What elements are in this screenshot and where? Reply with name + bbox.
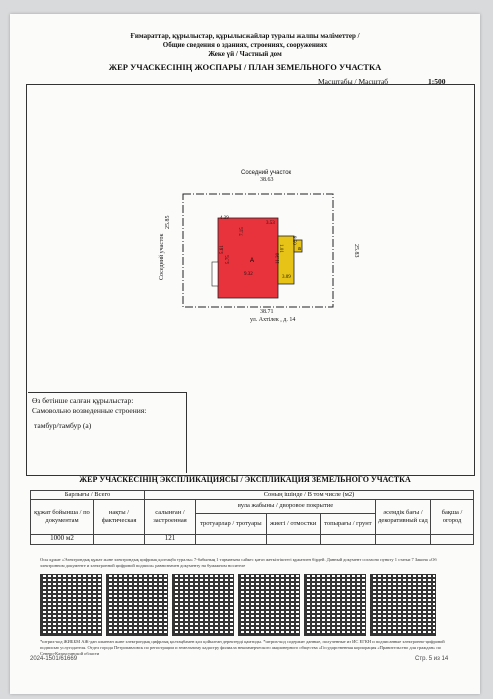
val-built: 121	[145, 534, 196, 544]
header-line-3: Жеке үй / Частный дом	[208, 50, 282, 58]
dim-d10: 11.30	[276, 252, 281, 264]
val-empty-4	[376, 534, 431, 544]
dim-d8: 8.50	[291, 236, 296, 245]
dim-d6: 3.09	[282, 275, 291, 280]
col-garden: әсемдік бағы / декоративный сад	[376, 499, 431, 534]
col-blind: жиегі / отмостки	[266, 513, 320, 534]
dim-d2: 3.53	[266, 221, 275, 226]
header-line-1: Ғимараттар, құрылыстар, құрылысжайлар туралы жалпы мәліметтер /	[130, 32, 360, 40]
header-line-2: Общие сведения о зданиях, строениях, сооружениях	[162, 41, 328, 49]
scale-label: Масштабы / Масштаб	[318, 77, 389, 86]
val-empty-1	[196, 534, 267, 544]
col-sidewalk: тротуарлар / тротуары	[196, 513, 267, 534]
porch-footprint	[212, 262, 218, 286]
dim-top: 38.63	[260, 177, 274, 183]
col-yard: вула жабыны / дворовое покрытие	[196, 499, 376, 513]
dim-right: 25.83	[353, 244, 359, 258]
explication-table	[30, 490, 474, 545]
dim-d4: 5.61	[220, 245, 225, 254]
val-actual	[94, 534, 145, 544]
col-actual: нақты / фактическая	[94, 499, 145, 534]
val-empty-5	[431, 534, 474, 544]
scale-value: 1:500	[428, 77, 446, 86]
col-soil: топырағы / грунт	[320, 513, 375, 534]
col-vegetable: бақша / огород	[431, 499, 474, 534]
dim-d3: 9.32	[244, 272, 253, 277]
notice-text: Осы құжат «Электрондық құжат және электрондық цифрлық қолтаңба туралы» 7-бабының 1 тармағына сәйкес қағаз жеткізгіштегі құжатпен бірдей. Данный документ согласно пункту 1 статьи 7 Закона «Об электронном документе и электронной цифровой подписи» равнозначен документу на бумажном носителе	[40, 557, 437, 568]
col-doc: құжат бойынша / по документам	[31, 499, 94, 534]
neighbor-top-label: Соседний участок	[241, 170, 292, 176]
barcode-6	[370, 574, 436, 636]
document-number: 2024-1501/61669	[30, 656, 78, 662]
barcode-3	[172, 574, 234, 636]
barcode-1	[40, 574, 102, 636]
barcode-4	[238, 574, 300, 636]
dim-left: 25.85	[165, 215, 171, 229]
document-page	[10, 14, 480, 694]
footnote-text: *штрих-код ЖИББМ АЖ-дан алынған және электрондық цифрлық қолтаңбамен қол қойылған деректерді қамтиды. *штрих-код содержит данные, полученные из ИС ЕГКН и подписанные электронно-цифровой подписью услугодателя. Отдел города Петропавловск по регистрации и земельному кадастру филиала некоммерческого акционерного общества «Государственная корпорация «Правительство для граждан» по Северо-Казахстанской области	[40, 639, 445, 656]
self-built-item: тамбур/тамбур (а)	[34, 421, 92, 430]
house-label: А	[250, 258, 255, 264]
vestibule-label: а	[298, 246, 301, 252]
dim-d1: 4.39	[220, 216, 229, 221]
col-incl: Соның ішінде / В том числе (м2)	[145, 491, 474, 500]
self-built-heading-ru: Самовольно возведенные строения:	[32, 406, 147, 415]
barcode-5	[304, 574, 366, 636]
val-empty-3	[320, 534, 375, 544]
page-number: Стр. 5 из 14	[415, 656, 449, 662]
col-total: Барлығы / Всего	[31, 491, 145, 500]
dim-d7: 1.01	[278, 244, 283, 253]
val-empty-2	[266, 534, 320, 544]
page-title: ЖЕР УЧАСКЕСІНІҢ ЖОСПАРЫ / ПЛАН ЗЕМЕЛЬНОГО УЧАСТКА	[108, 62, 382, 72]
dim-d5: 5.75	[226, 255, 231, 264]
self-built-heading-kz: Өз бетінше салған құрылыстар:	[32, 396, 134, 405]
barcode-2	[106, 574, 168, 636]
col-built: салынған / застроенная	[145, 499, 196, 534]
dim-bottom: 38.71	[260, 309, 274, 315]
val-doc: 1000 м2	[31, 534, 94, 544]
street-label: ул. Ахтілек , д. 14	[250, 317, 296, 323]
explication-title: ЖЕР УЧАСКЕСІНІҢ ЭКСПЛИКАЦИЯСЫ / ЭКСПЛИКАЦИЯ ЗЕМЕЛЬНОГО УЧАСТКА	[79, 475, 411, 484]
neighbor-left-label: Соседний участок	[159, 233, 165, 280]
dim-d9: 7.15	[240, 227, 245, 236]
